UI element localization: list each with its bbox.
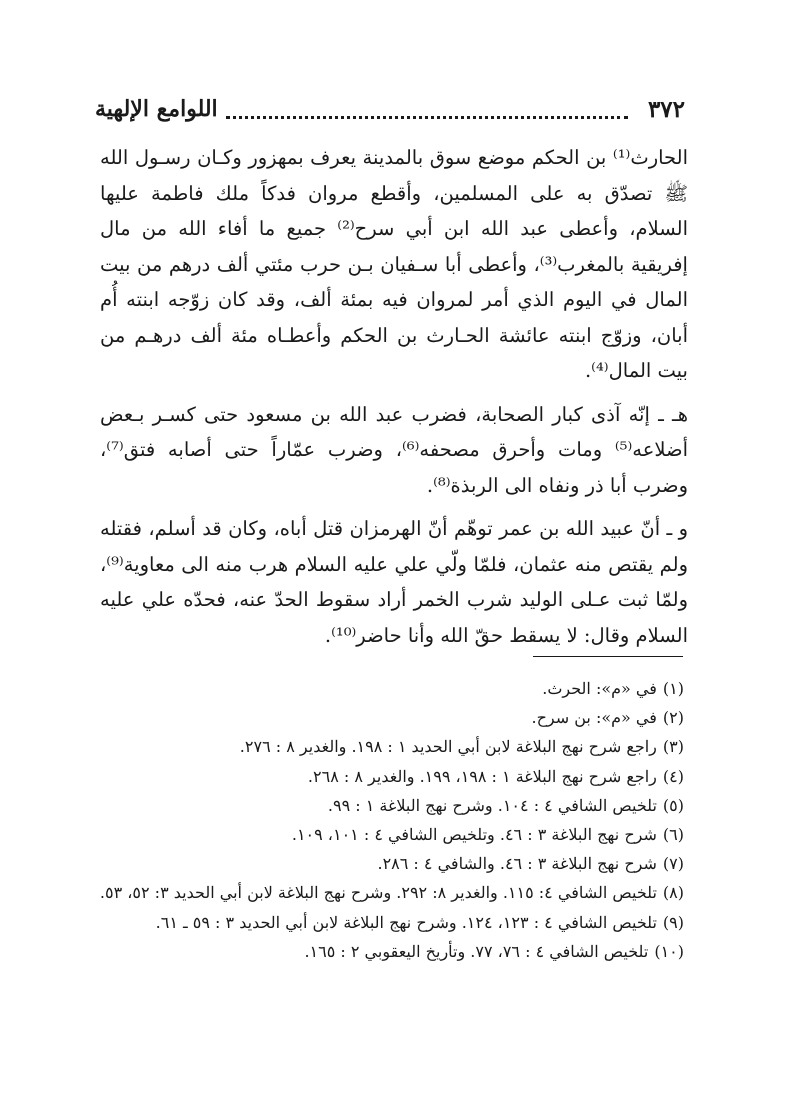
footnote-text: في «م»: بن سرح.: [531, 708, 657, 728]
footnote-ref: (٧): [662, 854, 684, 874]
main-text: [100, 140, 688, 661]
footnote-8: [100, 878, 684, 907]
footnote-6: [100, 820, 684, 849]
footnote-separator: [533, 656, 683, 657]
header-dot-leader: [226, 100, 628, 119]
footnote-text: تلخيص الشافي ٤ : ٧٦، ٧٧. وتأريخ اليعقوبي ٢ : ١٦٥.: [304, 941, 649, 961]
running-header: [95, 92, 685, 126]
footnote-ref: (٤): [662, 766, 684, 786]
footnote-ref: (١): [662, 679, 684, 698]
footnote-5: [100, 791, 684, 820]
footnote-10: [100, 937, 684, 966]
footnotes: [100, 674, 684, 966]
footnote-9: [100, 908, 684, 937]
footnote-text: راجع شرح نهج البلاغة لابن أبي الحديد ١ : ١٩٨. والغدير ٨ : ٢٧٦.: [239, 737, 657, 757]
page-number: ٣٧٢: [647, 95, 685, 123]
footnote-ref: (٢): [662, 708, 684, 728]
footnote-text: شرح نهج البلاغة ٣ : ٤٦. وتلخيص الشافي ٤ : ١٠١، ١٠٩.: [291, 825, 657, 845]
paragraph-1: الحارث⁽¹⁾ بن الحكم موضع سوق بالمدينة يعرف بمهزور وكـان رسـول الله ﷺ تصدّق به على المسلمين، وأقطع مروان فدكاً ملك فاطمة عليها السلام، وأعطى عبد الله ابن أبي سرح⁽²⁾ جميع ما أفاء الله من مال إفريقية بالمغرب⁽³⁾، وأعطى أبا سـفيان بـن حرب مئتي ألف درهم من بيت المال في اليوم الذي أمر لمروان فيه بمئة ألف، وقد كان زوّجه ابنته أُم أبان، وزوّج ابنته عائشة الحـارث بن الحكم وأعطـاه مئة ألف درهـم من بيت المال⁽⁴⁾.: [100, 146, 688, 382]
footnote-text: راجع شرح نهج البلاغة ١ : ١٩٨، ١٩٩. والغدير ٨ : ٢٦٨.: [307, 766, 657, 786]
footnote-ref: (٥): [662, 795, 684, 815]
paragraph-2: هـ ـ إنّه آذى كبار الصحابة، فضرب عبد الله بن مسعود حتى كسـر بـعض أضلاعه⁽⁵⁾ ومات وأحرق مصحفه⁽⁶⁾، وضرب عمّاراً حتى أصابه فتق⁽⁷⁾، وضرب أبا ذر ونفاه الى الربذة⁽⁸⁾.: [100, 402, 688, 497]
footnote-ref: (١٠): [654, 941, 684, 961]
footnote-text: تلخيص الشافي ٤ : ١٠٤. وشرح نهج البلاغة ١ : ٩٩.: [327, 795, 657, 815]
footnote-ref: (٨): [662, 883, 684, 903]
footnote-text: في «م»: الحرث.: [542, 679, 657, 698]
paragraph-3: و ـ أنّ عبيد الله بن عمر توهّم أنّ الهرمزان قتل أباه، وكان قد أسلم، فقتله ولم يقتص منه عثمان، فلمّا ولّي علي عليه السلام هرب منه الى معاوية⁽⁹⁾، ولمّا ثبت عـلى الوليد شرب الخمر أراد سقوط الحدّ عنه، فحدّه علي عليه السلام وقال: لا يسقط حقّ الله وأنا حاضر⁽¹⁰⁾.: [100, 517, 688, 647]
footnote-7: [100, 849, 684, 878]
footnote-text: شرح نهج البلاغة ٣ : ٤٦. والشافي ٤ : ٢٨٦.: [377, 854, 657, 874]
footnote-ref: (٩): [662, 912, 684, 932]
footnote-text: تلخيص الشافي ٤: ١١٥. والغدير ٨: ٢٩٢. وشرح نهج البلاغة لابن أبي الحديد ٣: ٥٢، ٥٣.: [99, 883, 657, 903]
footnote-ref: (٣): [662, 737, 684, 757]
footnote-text: تلخيص الشافي ٤ : ١٢٣، ١٢٤. وشرح نهج البلاغة لابن أبي الحديد ٣ : ٥٩ ـ ٦١.: [155, 912, 657, 932]
footnote-1: [100, 674, 684, 703]
footnote-3: [100, 732, 684, 761]
footnote-4: [100, 762, 684, 791]
footnote-2: [100, 703, 684, 732]
footnote-ref: (٦): [662, 825, 684, 845]
running-title: اللوامع الإلهية: [95, 96, 218, 122]
